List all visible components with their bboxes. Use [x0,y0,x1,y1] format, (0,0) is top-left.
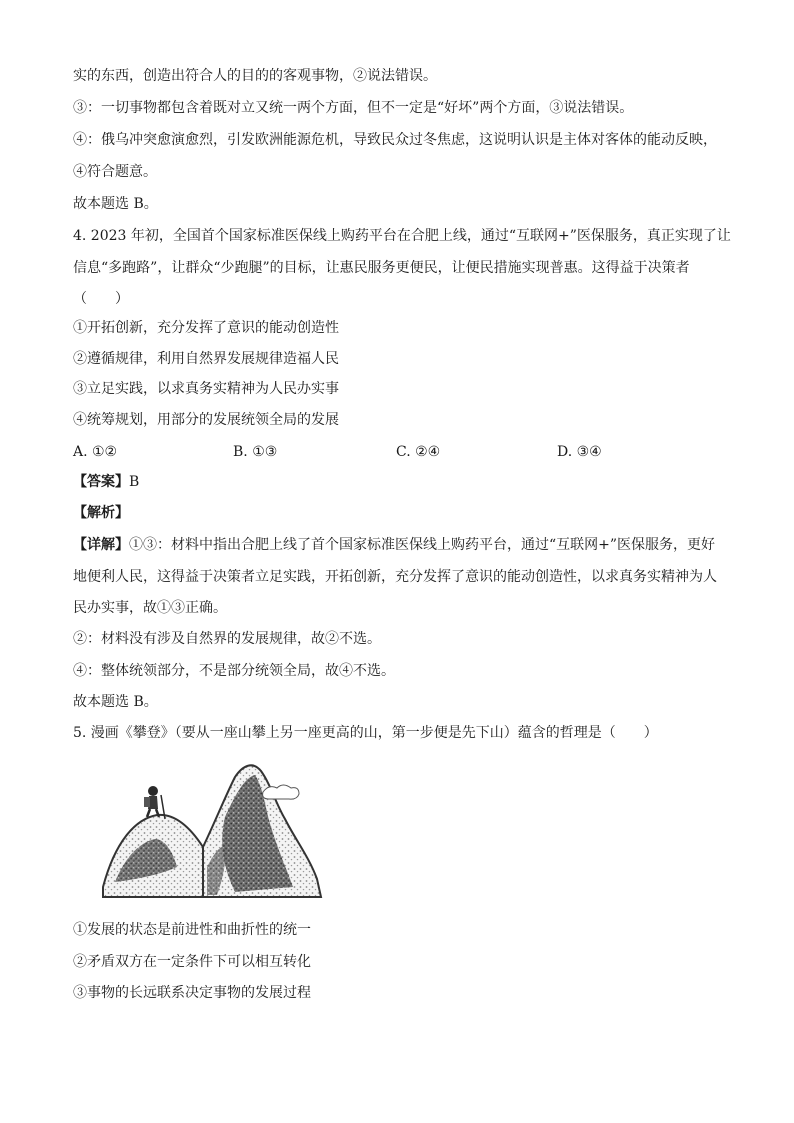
choice-c: C. ②④ [396,444,441,460]
question-4-conclusion: 故本题选 B。 [73,694,158,710]
answer-value: B [129,474,140,490]
answer-tag: 【答案】 [73,474,129,490]
climbing-cartoon-image [95,747,340,912]
text-line-5: 故本题选 B。 [73,196,158,212]
choice-b: B. ①③ [233,444,278,460]
detail-line-1 [73,535,715,555]
question-4-option-2: ②遵循规律，利用自然界发展规律造福人民 [73,351,339,367]
question-5-stem: 5. 漫画《攀登》（要从一座山攀上另一座更高的山，第一步便是先下山）蕴含的哲理是（ ） [73,725,658,741]
detail-line-3: 民办实事，故①③正确。 [73,600,227,616]
text-line-2: ③：一切事物都包含着既对立又统一两个方面，但不一定是“好坏”两个方面，③说法错误。 [73,100,634,116]
question-4-stem-line-2: 信息“多跑路”，让群众“少跑腿”的目标，让惠民服务更便民，让便民措施实现普惠。这得益于决策者 [73,260,690,276]
choice-d: D. ③④ [557,444,602,460]
detail-line-5: ④：整体统领部分，不是部分统领全局，故④不选。 [73,663,395,679]
text-line-1: 实的东西，创造出符合人的目的的客观事物，②说法错误。 [73,68,437,84]
analysis-tag: 【解析】 [73,505,129,521]
choice-a: A. ①② [73,444,118,460]
detail-line-2: 地便利人民，这得益于决策者立足实践，开拓创新，充分发挥了意识的能动创造性，以求真务实精神为人 [73,569,717,585]
detail-tag: 【详解】 [73,537,129,553]
question-4-option-3: ③立足实践，以求真务实精神为人民办实事 [73,381,339,397]
question-5-option-1: ①发展的状态是前进性和曲折性的统一 [73,922,311,938]
question-4-blank: （ ） [73,291,129,307]
question-4-option-4: ④统筹规划，用部分的发展统领全局的发展 [73,412,339,428]
analysis-line [73,503,129,523]
detail-text-1: ①③：材料中指出合肥上线了首个国家标准医保线上购药平台，通过“互联网+”医保服务，更好 [129,537,716,553]
question-4-stem-line-1: 4. 2023 年初，全国首个国家标准医保线上购药平台在合肥上线，通过“互联网+”医保服务，真正实现了让 [73,228,731,244]
text-line-4: ④符合题意。 [73,164,157,180]
question-5-option-3: ③事物的长远联系决定事物的发展过程 [73,985,311,1001]
answer-line [73,472,139,492]
text-line-3: ④：俄乌冲突愈演愈烈，引发欧洲能源危机，导致民众过冬焦虑，这说明认识是主体对客体的能动反映， [73,132,717,148]
question-5-option-2: ②矛盾双方在一定条件下可以相互转化 [73,954,311,970]
question-4-option-1: ①开拓创新，充分发挥了意识的能动创造性 [73,320,339,336]
detail-line-4: ②：材料没有涉及自然界的发展规律，故②不选。 [73,631,381,647]
